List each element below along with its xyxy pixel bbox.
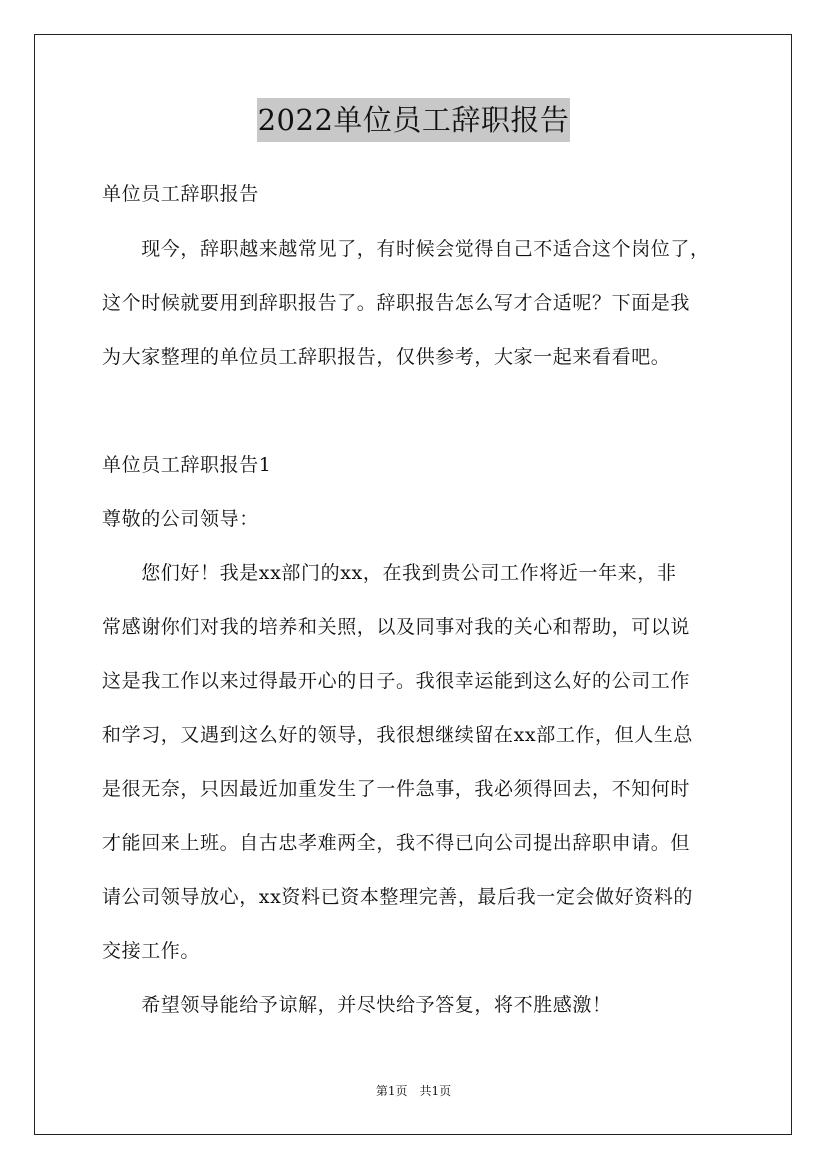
document-title: 2022单位员工辞职报告 — [257, 98, 571, 142]
intro-line: 这个时候就要用到辞职报告了。辞职报告怎么写才合适呢？下面是我 — [102, 292, 691, 314]
body-line: 常感谢你们对我的培养和关照，以及同事对我的关心和帮助，可以说 — [102, 616, 691, 638]
body-line: 您们好！我是xx部门的xx，在我到贵公司工作将近一年来，非 — [102, 562, 677, 584]
intro-line: 为大家整理的单位员工辞职报告，仅供参考，大家一起来看看吧。 — [102, 346, 671, 368]
body-line: 是很无奈，只因最近加重发生了一件急事，我必须得回去，不知何时 — [102, 778, 691, 800]
page-footer: 第1页 共1页 — [375, 1084, 452, 1098]
body-line: 这是我工作以来过得最开心的日子。我很幸运能到这么好的公司工作 — [102, 670, 691, 692]
section-heading: 单位员工辞职报告1 — [102, 454, 272, 476]
salutation: 尊敬的公司领导： — [102, 508, 259, 530]
document-subtitle: 单位员工辞职报告 — [102, 183, 259, 205]
body-line: 交接工作。 — [102, 940, 201, 962]
closing-line: 希望领导能给予谅解，并尽快给予答复，将不胜感激！ — [102, 994, 612, 1016]
body-line: 请公司领导放心，xx资料已资本整理完善，最后我一定会做好资料的 — [102, 886, 694, 908]
title-container — [0, 98, 827, 142]
body-line: 才能回来上班。自古忠孝难两全，我不得已向公司提出辞职申请。但 — [102, 832, 691, 854]
body-line: 和学习，又遇到这么好的领导，我很想继续留在xx部工作，但人生总 — [102, 724, 694, 746]
intro-line: 现今，辞职越来越常见了，有时候会觉得自己不适合这个岗位了， — [102, 238, 710, 260]
